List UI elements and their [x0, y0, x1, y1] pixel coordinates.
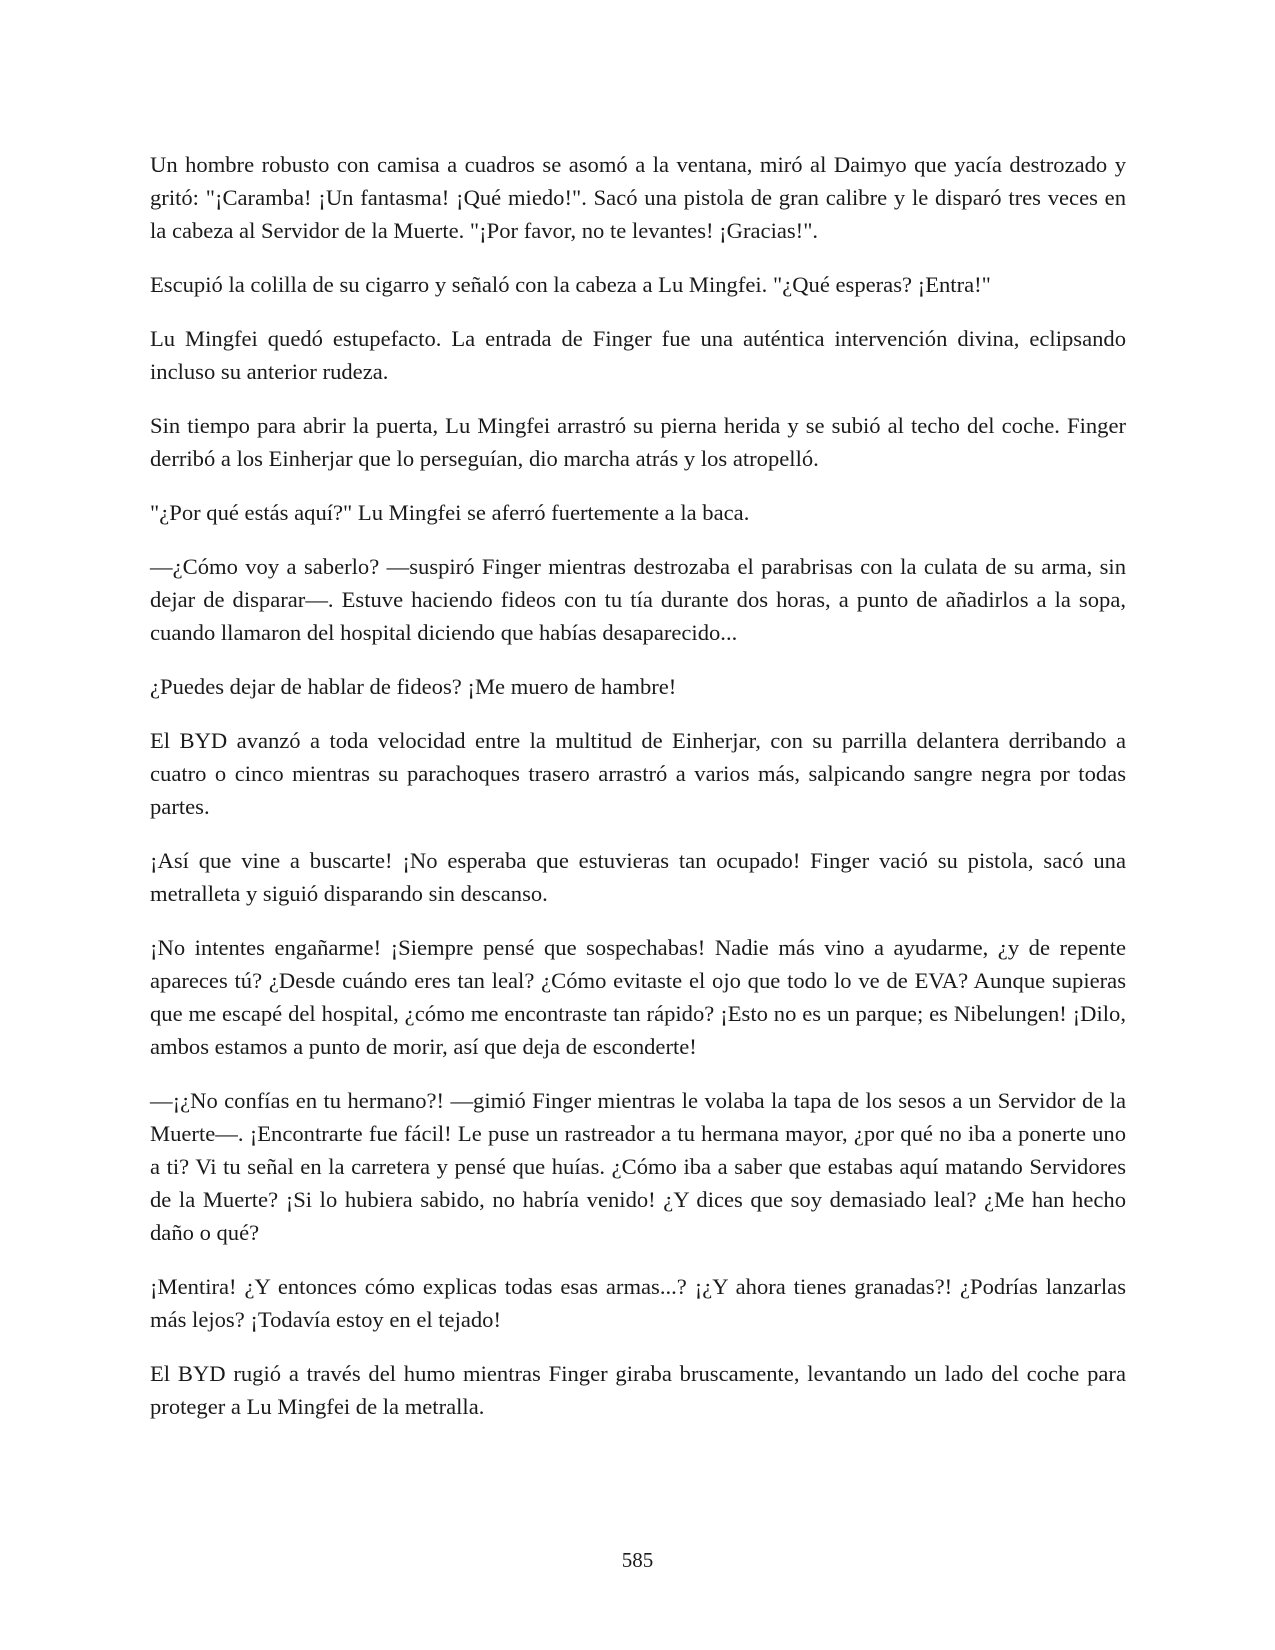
paragraph-4: Sin tiempo para abrir la puerta, Lu Mingfei arrastró su pierna herida y se subió al techo del coche. Finger derribó a los Einherjar que lo perseguían, dio marcha atrás y los atropelló. [150, 413, 1126, 471]
paragraph-5: "¿Por qué estás aquí?" Lu Mingfei se aferró fuertemente a la baca. [150, 500, 750, 525]
paragraph-7: ¿Puedes dejar de hablar de fideos? ¡Me muero de hambre! [150, 674, 677, 699]
paragraph-9: ¡Así que vine a buscarte! ¡No esperaba que estuvieras tan ocupado! Finger vació su pistola, sacó una metralleta y siguió disparando sin descanso. [150, 848, 1126, 906]
paragraph-1: Un hombre robusto con camisa a cuadros se asomó a la ventana, miró al Daimyo que yacía destrozado y gritó: "¡Caramba! ¡Un fantasma! ¡Qué miedo!". Sacó una pistola de gran calibre y le disparó tres veces en la cabeza al Servidor de la Muerte. "¡Por favor, no te levantes! ¡Gracias!". [150, 152, 1126, 243]
page-number: 585 [621, 1548, 654, 1572]
page-body [150, 148, 1126, 1444]
paragraph-2: Escupió la colilla de su cigarro y señaló con la cabeza a Lu Mingfei. "¿Qué esperas? ¡Entra!" [150, 272, 991, 297]
paragraph-3: Lu Mingfei quedó estupefacto. La entrada de Finger fue una auténtica intervención divina, eclipsando incluso su anterior rudeza. [150, 326, 1126, 384]
paragraph-13: El BYD rugió a través del humo mientras Finger giraba bruscamente, levantando un lado del coche para proteger a Lu Mingfei de la metralla. [150, 1361, 1126, 1419]
paragraph-8: El BYD avanzó a toda velocidad entre la multitud de Einherjar, con su parrilla delantera derribando a cuatro o cinco mientras su parachoques trasero arrastró a varios más, salpicando sangre negra por todas partes. [150, 728, 1126, 819]
paragraph-11: —¡¿No confías en tu hermano?! —gimió Finger mientras le volaba la tapa de los sesos a un Servidor de la Muerte—. ¡Encontrarte fue fácil! Le puse un rastreador a tu hermana mayor, ¿por qué no iba a ponerte uno a ti? Vi tu señal en la carretera y pensé que huías. ¿Cómo iba a saber que estabas aquí matando Servidores de la Muerte? ¡Si lo hubiera sabido, no habría venido! ¿Y dices que soy demasiado leal? ¿Me han hecho daño o qué? [150, 1088, 1126, 1245]
paragraph-10: ¡No intentes engañarme! ¡Siempre pensé que sospechabas! Nadie más vino a ayudarme, ¿y de repente apareces tú? ¿Desde cuándo eres tan leal? ¿Cómo evitaste el ojo que todo lo ve de EVA? Aunque supieras que me escapé del hospital, ¿cómo me encontraste tan rápido? ¡Esto no es un parque; es Nibelungen! ¡Dilo, ambos estamos a punto de morir, así que deja de esconderte! [150, 935, 1126, 1059]
paragraph-12: ¡Mentira! ¿Y entonces cómo explicas todas esas armas...? ¡¿Y ahora tienes granadas?! ¿Podrías lanzarlas más lejos? ¡Todavía estoy en el tejado! [150, 1274, 1126, 1332]
paragraph-6: —¿Cómo voy a saberlo? —suspiró Finger mientras destrozaba el parabrisas con la culata de su arma, sin dejar de disparar—. Estuve haciendo fideos con tu tía durante dos horas, a punto de añadirlos a la sopa, cuando llamaron del hospital diciendo que habías desaparecido... [150, 554, 1126, 645]
